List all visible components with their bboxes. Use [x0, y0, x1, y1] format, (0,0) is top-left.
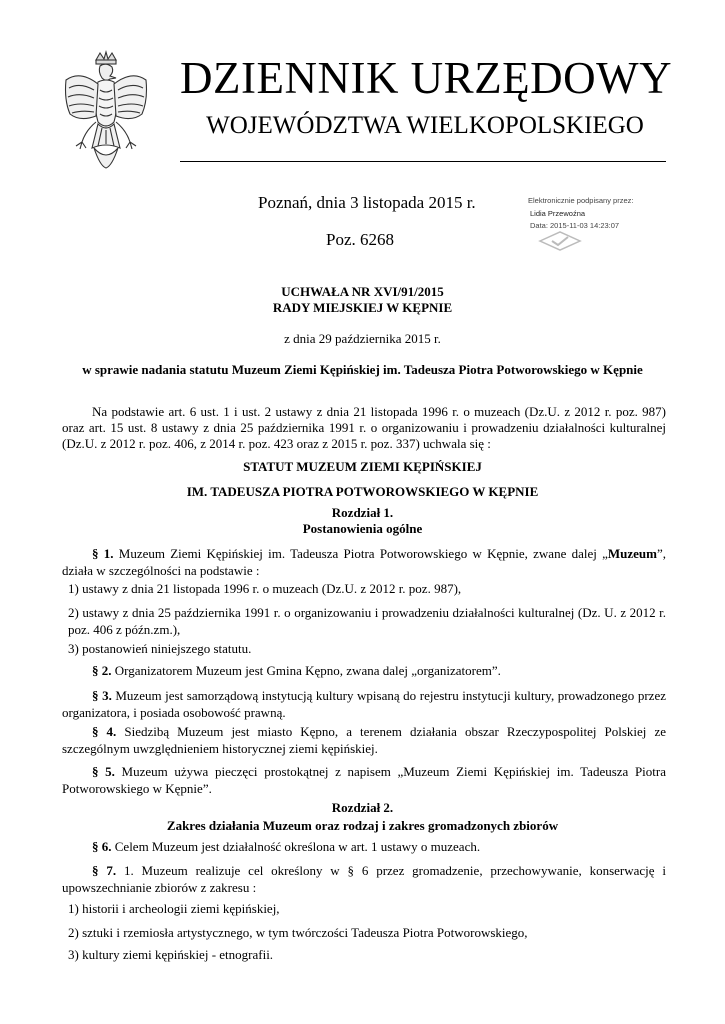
list-item: 3) postanowień niniejszego statutu.	[68, 641, 252, 656]
list-item: 1) ustawy z dnia 21 listopada 1996 r. o muzeach (Dz.U. z 2012 r. poz. 987),	[68, 581, 462, 596]
signature-check-icon	[536, 230, 584, 252]
section-3	[62, 687, 666, 721]
section-bold-term: Muzeum	[607, 546, 657, 561]
section-number: § 7.	[92, 863, 117, 878]
section-6	[62, 838, 666, 855]
list-item: 3) kultury ziemi kępińskiej - etnografii.	[68, 947, 274, 962]
header-divider	[180, 161, 666, 162]
list-item: 2) sztuki i rzemiosła artystycznego, w tym twórczości Tadeusza Piotra Potworowskiego,	[68, 925, 528, 940]
signature-date: Data: 2015-11-03 14:23:07	[530, 221, 620, 230]
section-number: § 5.	[92, 764, 115, 779]
position-number: Poz. 6268	[326, 230, 394, 249]
section-text: Muzeum używa pieczęci prostokątnej z napisem „Muzeum Ziemi Kępińskiej im. Tadeusza Piotra Potworowskiego w Kępnie”.	[62, 764, 667, 796]
electronic-signature	[526, 196, 636, 256]
section-text: Organizatorem Muzeum jest Gmina Kępno, zwana dalej „organizatorem”.	[111, 663, 501, 678]
section-number: § 3.	[92, 688, 112, 703]
list-item: 2) ustawy z dnia 25 października 1991 r. o organizowaniu i prowadzeniu działalności kulturalnej (Dz. U. z 2012 r. poz. 406 z późn.zm.),	[68, 605, 666, 637]
resolution-subject: w sprawie nadania statutu Muzeum Ziemi Kępińskiej im. Tadeusza Piotra Potworowskiego w Kępnie	[82, 362, 643, 377]
resolution-date: z dnia 29 października 2015 r.	[284, 331, 441, 346]
statute-title: STATUT MUZEUM ZIEMI KĘPIŃSKIEJ	[243, 459, 482, 474]
chapter-1-title: Postanowienia ogólne	[302, 521, 423, 536]
resolution-body: RADY MIEJSKIEJ W KĘPNIE	[272, 300, 453, 315]
legal-basis-paragraph	[62, 404, 666, 452]
section-7	[62, 862, 666, 896]
chapter-1-label: Rozdział 1.	[331, 505, 394, 520]
journal-subtitle: WOJEWÓDZTWA WIELKOPOLSKIEGO	[206, 112, 644, 139]
eagle-emblem-icon	[60, 50, 152, 170]
list-item: 1) historii i archeologii ziemi kępińskiej,	[68, 901, 280, 916]
resolution-title: UCHWAŁA NR XVI/91/2015	[281, 284, 444, 299]
section-text: Siedzibą Muzeum jest miasto Kępno, a terenem działania obszar Rzeczypospolitej Polskiej ze szczególnym uwzględnieniem historycznej ziemi kępińskiej.	[62, 724, 667, 756]
chapter-2-title: Zakres działania Muzeum oraz rodzaj i zakres gromadzonych zbiorów	[166, 818, 559, 833]
section-text: 1. Muzeum realizuje cel określony w § 6 przez gromadzenie, przechowywanie, konserwację i upowszechnianie zbiorów z zakresu :	[62, 863, 666, 895]
section-number: § 2.	[92, 663, 112, 678]
journal-title: DZIENNIK URZĘDOWY	[180, 53, 673, 103]
place-date: Poznań, dnia 3 listopada 2015 r.	[258, 193, 476, 212]
section-number: § 1.	[92, 546, 114, 561]
section-number: § 4.	[92, 724, 117, 739]
section-text: Muzeum Ziemi Kępińskiej im. Tadeusza Piotra Potworowskiego w Kępnie, zwane dalej „	[113, 546, 608, 561]
section-text: ”, działa w szczególności na podstawie :	[62, 546, 667, 578]
chapter-2-label: Rozdział 2.	[331, 800, 394, 815]
section-text: Muzeum jest samorządową instytucją kultury wpisaną do rejestru instytucji kultury, prowadzonego przez organizatora, i posiada osobowość prawną.	[62, 688, 666, 720]
section-5	[62, 763, 666, 797]
section-2	[62, 662, 666, 679]
section-text: Celem Muzeum jest działalność określona w art. 1 ustawy o muzeach.	[111, 839, 481, 854]
section-number: § 6.	[92, 839, 112, 854]
statute-subtitle: IM. TADEUSZA PIOTRA POTWOROWSKIEGO W KĘPNIE	[186, 484, 539, 499]
signature-name: Lidia Przewoźna	[530, 209, 586, 218]
legal-basis-text: Na podstawie art. 6 ust. 1 i ust. 2 ustawy z dnia 21 listopada 1996 r. o muzeach (Dz.U. z 2012 r. poz. 987) oraz art. 15 ust. 8 ustawy z dnia 25 października 1991 r. o organizowaniu i prowadzeniu działalności kulturalnej (Dz.U. z 2012 r. poz. 406, z 2014 r. poz. 423 oraz z 2015 r. poz. 337) uchwala się :	[62, 404, 666, 451]
section-4	[62, 723, 666, 757]
signature-label: Elektronicznie podpisany przez:	[528, 196, 634, 205]
section-1	[62, 545, 666, 579]
